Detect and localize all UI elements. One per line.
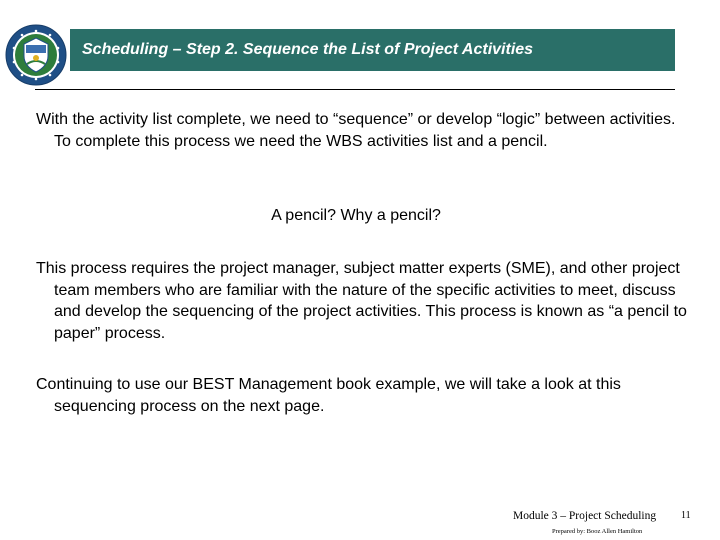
paragraph-intro: With the activity list complete, we need to “sequence” or develop “logic” between activities. To complete this process we need the WBS activities list and a pencil. — [36, 111, 676, 150]
paragraph-continuing: Continuing to use our BEST Management book example, we will take a look at this sequencing process on the next page. — [36, 376, 621, 415]
page-title: Scheduling – Step 2. Sequence the List of Project Activities — [82, 41, 534, 58]
header-divider — [35, 89, 675, 90]
footer-prepared-by: Prepared by: Booz Allen Hamilton — [552, 528, 643, 535]
page-number: 11 — [681, 510, 691, 521]
header-bar — [70, 29, 675, 71]
footer-module-label: Module 3 – Project Scheduling — [513, 510, 657, 522]
paragraph-question: A pencil? Why a pencil? — [271, 207, 441, 224]
paragraph-process: This process requires the project manager, subject matter experts (SME), and other project team members who are familiar with the nature of the specific activities to meet, discuss and develop the sequencing of the project activities. This process is known as “a pencil to paper” process. — [36, 260, 687, 342]
department-seal-icon — [5, 24, 67, 86]
